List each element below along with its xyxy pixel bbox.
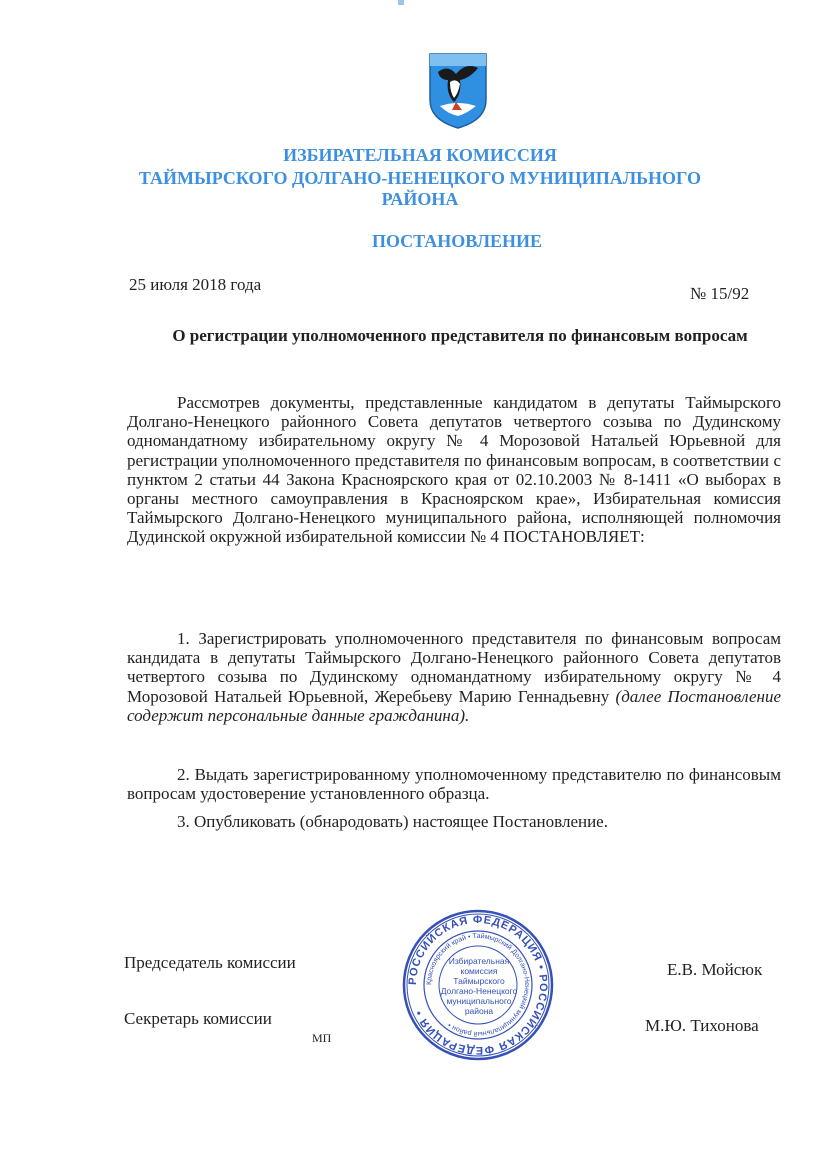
seal-ring-text: Красноярский край • Таймырский Долгано-Ненецкий муниципальный район • bbox=[425, 932, 531, 1038]
chairman-label: Председатель комиссии bbox=[124, 953, 296, 972]
resolution-item-2: 2. Выдать зарегистрированному уполномоченному представителю по финансовым вопросам удостоверение установленного образца. bbox=[127, 765, 781, 804]
document-number: № 15/92 bbox=[690, 284, 750, 303]
personal-data-note: (далее Постановление содержит персональные данные гражданина). bbox=[127, 686, 781, 725]
commission-name-line-3: РАЙОНА bbox=[381, 189, 459, 209]
seal-center-text: Избирательная комиссия Таймырского Долгано-Ненецкого муниципального района bbox=[440, 956, 518, 1016]
commission-name-line-2: ТАЙМЫРСКОГО ДОЛГАНО-НЕНЕЦКОГО МУНИЦИПАЛЬНОГО bbox=[138, 168, 702, 188]
secretary-name: М.Ю. Тихонова bbox=[645, 1016, 759, 1035]
coat-of-arms-emblem bbox=[426, 50, 490, 130]
stamp-place-label: МП bbox=[312, 1031, 332, 1045]
preamble-paragraph: Рассмотрев документы, представленные кандидатом в депутаты Таймырского Долгано-Ненецкого районного Совета депутатов четвертого созыва по Дудинскому одномандатному избирательному округу № 4 Морозовой Натальей Юрьевной для регистрации уполномоченного представителя по финансовым вопросам, в соответствии с пунктом 2 статьи 44 Закона Красноярского края от 02.10.2003 № 8-1411 «О выборах в органы местного самоуправления в Красноярском крае», Избирательная комиссия Таймырского Долгано-Ненецкого муниципального района, исполняющей полномочия Дудинской окружной избирательной комиссии № 4 ПОСТАНОВЛЯЕТ: bbox=[127, 393, 781, 547]
resolution-item-1-text: 1. Зарегистрировать уполномоченного представителя по финансовым вопросам кандидата в депутаты Таймырского Долгано-Ненецкого районного Совета депутатов четвертого созыва по Дудинскому одномандатному избирательному округу № 4 Морозовой Натальей Юрьевной, Жеребьеву Марию Геннадьевну bbox=[127, 629, 781, 706]
document-date: 25 июля 2018 года bbox=[129, 275, 262, 294]
document-type-heading: ПОСТАНОВЛЕНИЕ bbox=[371, 231, 543, 251]
seal-outer-text: РОССИЙСКАЯ ФЕДЕРАЦИЯ • РОССИЙСКАЯ ФЕДЕРАЦИЯ • bbox=[406, 913, 550, 1057]
chairman-name: Е.В. Мойсюк bbox=[667, 960, 763, 979]
secretary-label: Секретарь комиссии bbox=[124, 1009, 272, 1028]
top-scan-mark bbox=[398, 0, 404, 5]
resolution-item-1 bbox=[127, 629, 781, 725]
commission-name-line-1: ИЗБИРАТЕЛЬНАЯ КОМИССИЯ bbox=[283, 145, 557, 165]
document-title: О регистрации уполномоченного представителя по финансовым вопросам bbox=[172, 326, 748, 345]
resolution-item-3: 3. Опубликовать (обнародовать) настоящее Постановление. bbox=[177, 812, 608, 831]
